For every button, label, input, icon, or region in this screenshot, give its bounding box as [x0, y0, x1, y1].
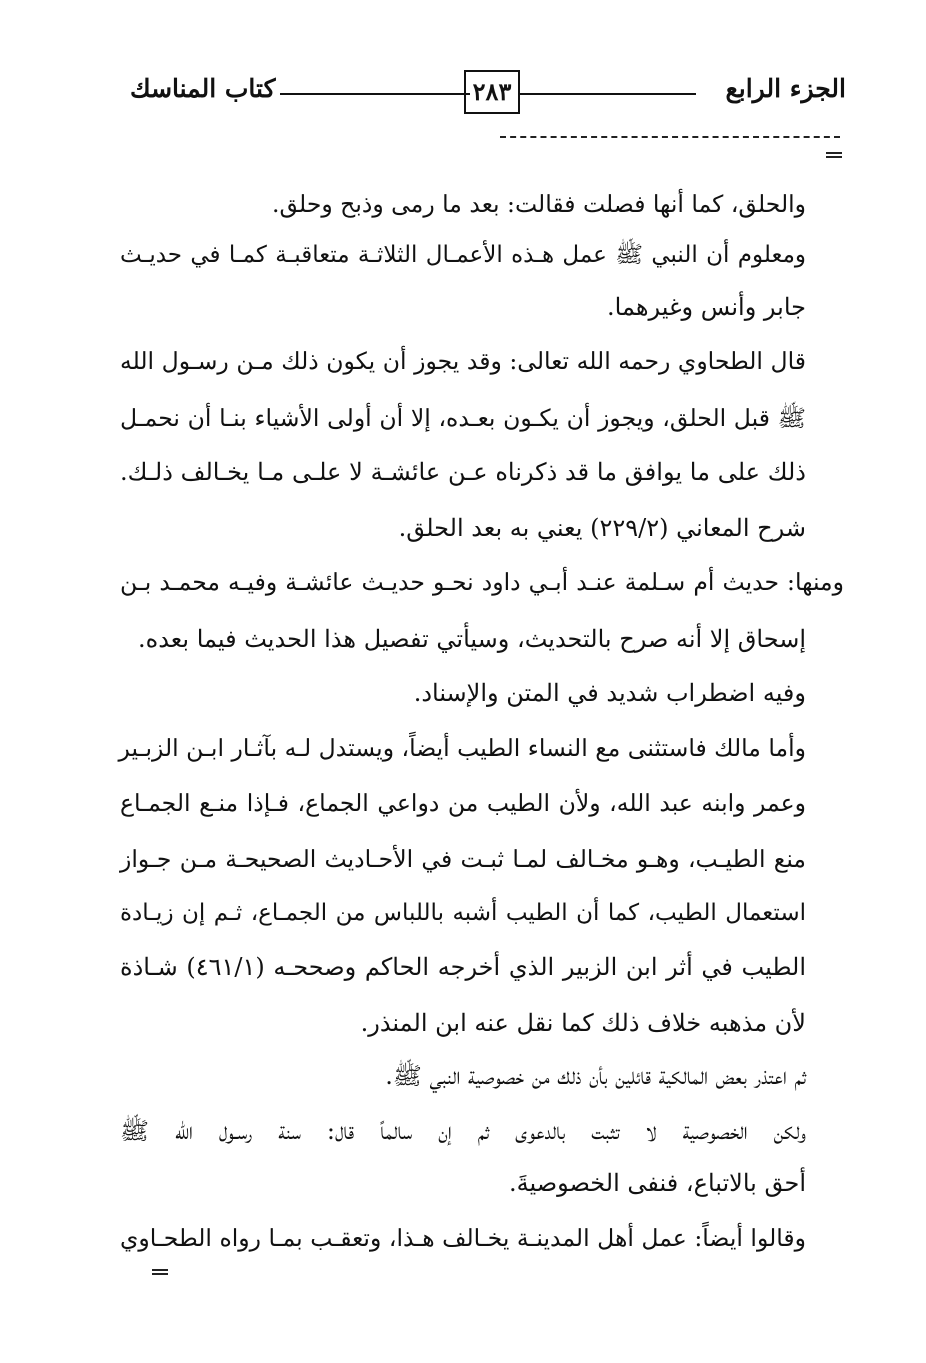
continuation-mark-bottom	[152, 1269, 168, 1275]
volume-label: الجزء الرابع	[725, 74, 846, 103]
continuation-mark-top	[826, 152, 842, 158]
text-line: ﷺ قبل الحلق، ويجوز أن يكـون بعـده، إلا أن أولى الأشياء بنـا أن نحمـل	[120, 404, 806, 432]
header-rule-right	[518, 93, 696, 95]
header-dashed-rule	[500, 136, 840, 138]
running-header	[130, 66, 846, 122]
text-line: ذلك على ما يوافق ما قد ذكرناه عـن عائشـة لا علـى مـا يخـالف ذلـك.	[120, 458, 806, 486]
text-line: الطيب في أثر ابن الزبير الذي أخرجه الحاكم وصححـه (٤٦١/١) شـاذة	[120, 953, 806, 981]
text-line: قال الطحاوي رحمه الله تعالى: وقد يجوز أن يكون ذلك مـن رسـول الله	[120, 347, 806, 375]
text-line: إسحاق إلا أنه صرح بالتحديث، وسيأتي تفصيل هذا الحديث فيما بعده.	[138, 625, 806, 653]
text-line: ومعلوم أن النبي ﷺ عمل هـذه الأعمـال الثلاثـة متعاقبـة كمـا في حديـث	[120, 242, 806, 268]
text-line: لأن مذهبه خلاف ذلك كما نقل عنه ابن المنذر.	[360, 1009, 806, 1037]
text-line: شرح المعاني (٢٢٩/٢) يعني به بعد الحلق.	[398, 514, 806, 542]
text-line: وقالوا أيضاً: عمل أهل المدينـة يخـالف هـذا، وتعقـب بمـا رواه الطحـاوي	[120, 1224, 806, 1252]
text-line: منع الطيـب، وهـو مخـالف لمـا ثبـت في الأحـاديث الصحيحـة مـن جـواز	[120, 845, 806, 873]
text-line: وفيه اضطراب شديد في المتن والإسناد.	[413, 679, 806, 707]
text-line: والحلق، كما أنها فصلت فقالت: بعد ما رمى وذبح وحلق.	[271, 190, 806, 218]
book-title: كتاب المناسك	[130, 74, 276, 103]
text-line: ولكن الخصوصية لا تثبت بالدعوى ثم إن سالماً قال: سنة رسـول الله ﷺ	[120, 1117, 806, 1145]
text-line: استعمال الطيب، كما أن الطيب أشبه باللباس من الجمـاع، ثـم إن زيـادة	[120, 900, 806, 926]
text-line: ومنها: حديث أم سـلمة عنـد أبـي داود نحـو حديـث عائشـة وفيـه محمـد بـن	[120, 568, 844, 596]
header-rule-left	[280, 93, 470, 95]
text-line: أحق بالاتباع، فنفى الخصوصيةَ.	[508, 1169, 806, 1197]
page-number: ٢٨٣	[464, 70, 520, 114]
text-line: ثم اعتذر بعض المالكية قائلين بأن ذلك من خصوصية النبي ﷺ.	[385, 1062, 806, 1090]
text-line: وأما مالك فاستثنى مع النساء الطيب أيضاً، ويستدل لـه بآثـار ابـن الزبـير	[118, 734, 806, 762]
text-line: وعمر وابنه عبد الله، ولأن الطيب من دواعي الجماع، فـإذا منـع الجمـاع	[120, 789, 806, 817]
text-line: جابر وأنس وغيرهما.	[607, 293, 806, 321]
